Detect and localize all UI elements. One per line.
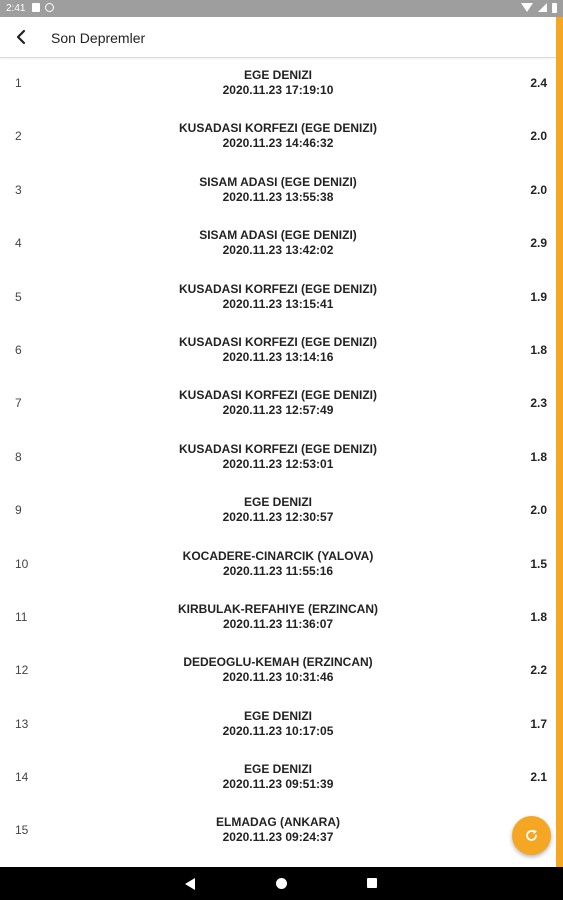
item-details [60, 282, 496, 312]
item-details [60, 121, 496, 151]
item-location: KIRBULAK-REFAHIYE (ERZINCAN) [178, 601, 378, 616]
item-magnitude: 2.1 [530, 770, 547, 785]
back-button[interactable] [8, 23, 34, 51]
nav-back-icon[interactable] [185, 878, 195, 890]
item-location: KUSADASI KORFEZI (EGE DENIZI) [178, 441, 377, 456]
item-index: 15 [15, 823, 29, 838]
item-location: EGE DENIZI [243, 762, 312, 777]
list-item[interactable] [0, 431, 556, 484]
item-details [60, 175, 496, 205]
item-index: 9 [15, 503, 22, 518]
item-location: DEDEOGLU-KEMAH (ERZINCAN) [183, 655, 373, 670]
notification-icons [32, 3, 54, 12]
nav-recents-icon[interactable] [367, 878, 377, 888]
list-item[interactable] [0, 164, 556, 217]
item-datetime: 2020.11.23 13:42:02 [222, 243, 334, 258]
list-item[interactable] [0, 591, 556, 644]
list-item[interactable] [0, 804, 556, 857]
item-datetime: 2020.11.23 13:14:16 [222, 349, 334, 364]
item-details [60, 762, 496, 792]
item-magnitude: 2.4 [530, 76, 547, 90]
status-time: 2:41 [6, 3, 26, 14]
item-datetime: 2020.11.23 14:46:32 [222, 136, 334, 151]
list-item[interactable] [0, 324, 556, 377]
item-index: 10 [15, 556, 29, 571]
item-location: SISAM ADASI (EGE DENIZI) [199, 174, 357, 189]
item-index: 8 [15, 449, 22, 464]
item-magnitude: 1.8 [530, 342, 547, 357]
system-icons [521, 3, 557, 13]
list-item[interactable] [0, 698, 556, 751]
notification-icon [32, 3, 40, 12]
page-title: Son Depremler [51, 30, 146, 46]
item-details [60, 442, 496, 472]
item-magnitude: 2.0 [530, 503, 547, 518]
item-location: ELMADAG (ANKARA) [216, 815, 340, 830]
battery-icon [552, 3, 557, 13]
item-location: EGE DENIZI [243, 708, 312, 723]
sync-icon [45, 3, 54, 12]
item-datetime: 2020.11.23 11:36:07 [222, 616, 334, 631]
item-index: 13 [15, 716, 29, 731]
item-magnitude: 2.2 [530, 663, 547, 678]
nav-home-icon[interactable] [276, 878, 287, 889]
item-datetime: 2020.11.23 11:55:16 [222, 563, 334, 578]
system-navigation-bar [0, 867, 563, 900]
item-index: 1 [15, 76, 22, 90]
item-magnitude: 2.0 [530, 129, 547, 144]
item-location: KOCADERE-CINARCIK (YALOVA) [182, 548, 374, 563]
item-location: SISAM ADASI (EGE DENIZI) [199, 228, 357, 243]
arrow-back-icon [8, 23, 34, 51]
item-datetime: 2020.11.23 10:31:46 [222, 670, 334, 685]
list-item[interactable] [0, 110, 556, 163]
item-details [60, 815, 496, 845]
item-index: 3 [15, 182, 22, 197]
item-details [60, 602, 496, 632]
item-datetime: 2020.11.23 09:24:37 [222, 830, 334, 845]
item-location: KUSADASI KORFEZI (EGE DENIZI) [178, 281, 377, 296]
status-bar [0, 0, 563, 17]
app-bar [0, 17, 556, 58]
refresh-button[interactable] [512, 816, 551, 855]
item-details [60, 709, 496, 739]
item-index: 12 [15, 663, 29, 678]
item-details [60, 655, 496, 685]
item-datetime: 2020.11.23 12:53:01 [222, 456, 334, 471]
item-location: KUSADASI KORFEZI (EGE DENIZI) [178, 388, 377, 403]
item-index: 5 [15, 289, 22, 304]
item-magnitude: 1.7 [530, 716, 547, 731]
item-details [60, 388, 496, 418]
item-details [60, 495, 496, 525]
item-location: KUSADASI KORFEZI (EGE DENIZI) [178, 121, 377, 136]
list-item[interactable] [0, 751, 556, 804]
item-datetime: 2020.11.23 13:15:41 [222, 296, 334, 311]
item-magnitude: 1.9 [530, 289, 547, 304]
item-index: 11 [15, 609, 28, 624]
item-index: 4 [15, 236, 22, 251]
item-details [60, 68, 496, 98]
item-magnitude: 1.8 [530, 609, 547, 624]
item-index: 2 [15, 129, 22, 144]
item-details [60, 549, 496, 579]
item-details [60, 228, 496, 258]
item-index: 6 [15, 342, 22, 357]
scrollbar-accent [556, 17, 563, 867]
item-location: KUSADASI KORFEZI (EGE DENIZI) [178, 334, 377, 349]
item-datetime: 2020.11.23 10:17:05 [222, 723, 334, 738]
item-index: 7 [15, 396, 22, 411]
item-datetime: 2020.11.23 09:51:39 [222, 777, 334, 792]
list-item[interactable] [0, 377, 556, 430]
wifi-icon [521, 3, 533, 12]
item-details [60, 335, 496, 365]
earthquake-list [0, 57, 556, 858]
item-datetime: 2020.11.23 12:30:57 [222, 510, 334, 525]
item-datetime: 2020.11.23 13:55:38 [222, 189, 334, 204]
item-datetime: 2020.11.23 12:57:49 [222, 403, 334, 418]
list-item[interactable] [0, 644, 556, 697]
item-magnitude: 1.8 [530, 449, 547, 464]
item-datetime: 2020.11.23 17:19:10 [222, 83, 334, 97]
list-item[interactable] [0, 538, 556, 591]
refresh-icon [523, 827, 540, 844]
list-item[interactable] [0, 57, 556, 110]
item-magnitude: 1.5 [530, 556, 547, 571]
item-magnitude: 2.0 [530, 182, 547, 197]
list-item[interactable] [0, 271, 556, 324]
item-index: 14 [15, 770, 29, 785]
list-item[interactable] [0, 217, 556, 270]
item-magnitude: 2.3 [530, 396, 547, 411]
item-location: EGE DENIZI [243, 68, 312, 82]
signal-icon [538, 3, 547, 12]
item-magnitude: 2.9 [530, 236, 547, 251]
list-item[interactable] [0, 484, 556, 537]
item-location: EGE DENIZI [243, 495, 312, 510]
